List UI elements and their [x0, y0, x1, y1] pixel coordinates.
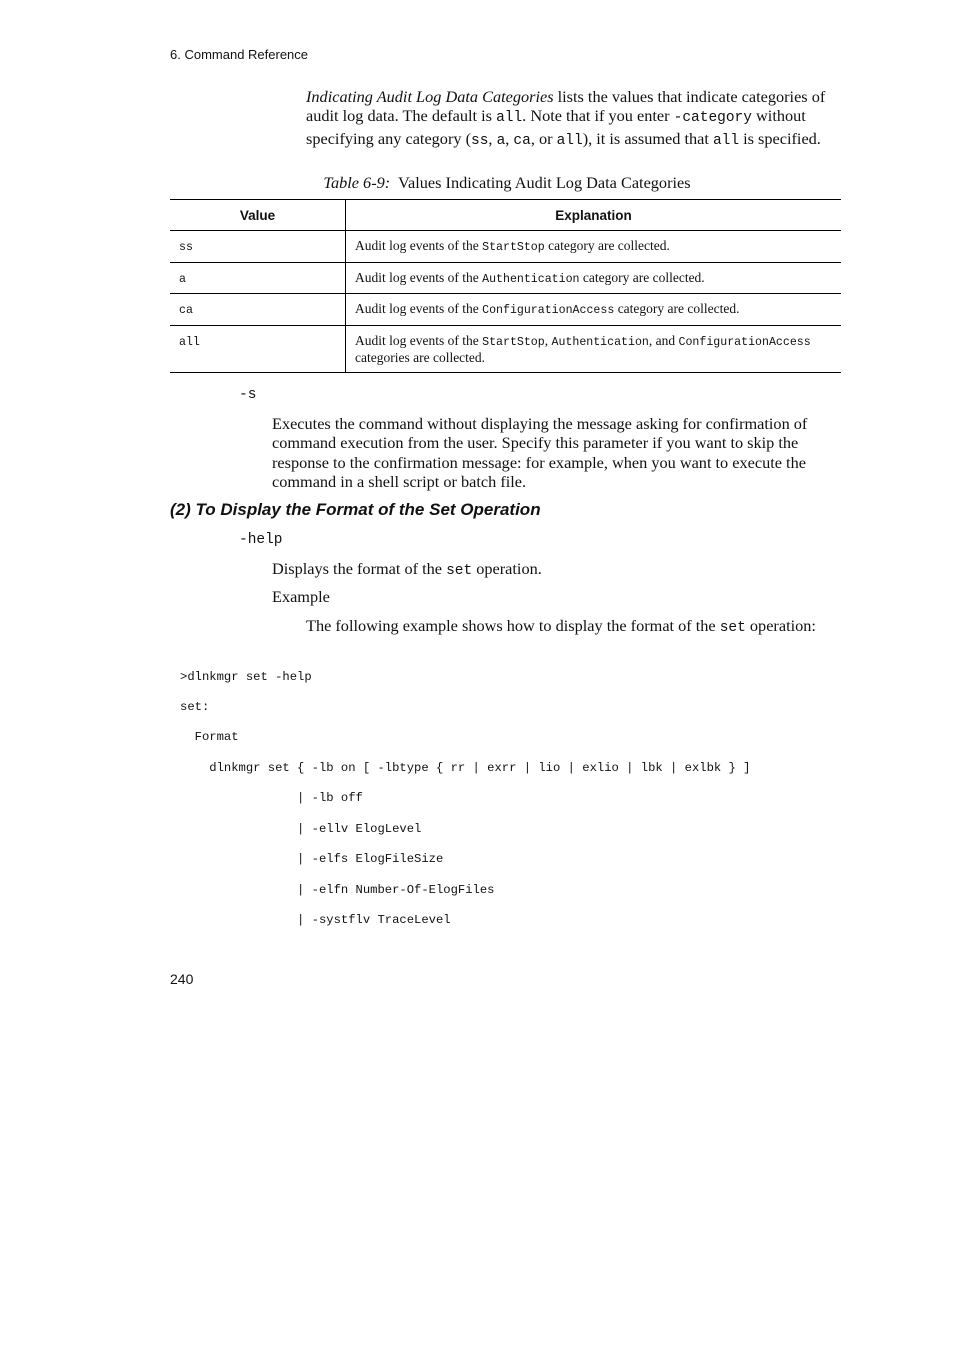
inline-code: StartStop — [482, 241, 545, 254]
explanation-cell — [346, 231, 842, 263]
explanation-cell — [346, 262, 842, 294]
inline-code: -category — [673, 110, 752, 127]
table-caption-text: Values Indicating Audit Log Data Categories — [398, 173, 691, 192]
code-line: | -elfn Number-Of-ElogFiles — [180, 883, 495, 897]
inline-code: StartStop — [482, 335, 545, 349]
inline-code: set — [446, 563, 473, 579]
inline-code: set — [719, 620, 746, 636]
table-caption-label: Table 6-9: — [323, 173, 391, 192]
code-line: | -ellv ElogLevel — [180, 822, 422, 836]
desc-text: The following example shows how to display the format of the — [306, 616, 720, 635]
inline-code: ConfigurationAccess — [482, 304, 615, 317]
cell-text: Audit log events of the — [355, 269, 483, 285]
value-code: ca — [179, 304, 193, 317]
example-label: Example — [272, 587, 330, 606]
inline-code: all — [556, 132, 583, 149]
table-caption — [170, 173, 844, 193]
inline-code: Authentication — [482, 272, 580, 286]
example-description — [306, 616, 836, 638]
intro-text: , — [505, 128, 514, 148]
inline-code: all — [496, 110, 523, 127]
value-cell — [170, 262, 346, 294]
option-s-label: -s — [239, 387, 257, 403]
intro-text: without specifying any category ( — [306, 106, 806, 148]
desc-text: Displays the format of the — [272, 559, 447, 578]
cell-text: category are collected. — [579, 269, 705, 285]
table-row — [170, 231, 841, 263]
desc-text: operation. — [472, 559, 542, 578]
intro-paragraph — [306, 87, 846, 151]
intro-text: , — [488, 128, 497, 148]
intro-text: . Note that if you enter — [522, 106, 674, 126]
cell-text: category are collected. — [544, 238, 670, 253]
code-line: set: — [180, 700, 210, 714]
option-s-description: Executes the command without displaying the message asking for confirmation of command execution from the user. Specify this parameter if you want to skip the response to the confirmation message: for example, when you want to execute the command in a shell script or batch file. — [272, 414, 808, 492]
desc-text: operation: — [745, 616, 816, 635]
value-cell — [170, 294, 346, 326]
page-number: 240 — [170, 971, 194, 987]
inline-code: a — [496, 132, 506, 149]
section-heading: (2) To Display the Format of the Set Operation — [170, 500, 541, 519]
column-header-value: Value — [170, 200, 346, 231]
value-code: all — [179, 335, 200, 349]
column-header-explanation: Explanation — [346, 200, 842, 231]
value-code: ss — [179, 241, 193, 254]
table-row — [170, 325, 841, 372]
cell-text: Audit log events of the — [355, 238, 483, 253]
code-line: dlnkmgr set { -lb on [ -lbtype { rr | exrr | lio | exlio | lbk | exlbk } ] — [180, 761, 751, 775]
inline-code: Authentication — [551, 335, 649, 349]
code-line: | -systflv TraceLevel — [180, 913, 451, 927]
inline-code: ss — [471, 132, 489, 149]
option-help-label: -help — [239, 532, 283, 548]
intro-text: , or — [530, 128, 557, 148]
code-line: >dlnkmgr set -help — [180, 670, 312, 684]
code-line: | -lb off — [180, 791, 363, 805]
table-row — [170, 262, 841, 294]
cell-text: Audit log events of the — [355, 301, 483, 316]
inline-code: ConfigurationAccess — [678, 335, 811, 349]
code-line: Format — [180, 730, 239, 744]
value-cell — [170, 231, 346, 263]
value-cell — [170, 325, 346, 372]
inline-code: all — [712, 132, 740, 149]
explanation-cell — [346, 325, 842, 372]
inline-code: ca — [513, 132, 531, 149]
audit-category-table — [170, 199, 841, 373]
cell-text: Audit log events of the — [355, 332, 483, 348]
code-line: | -elfs ElogFileSize — [180, 852, 444, 866]
intro-text: is specified. — [739, 128, 821, 148]
table-reference: Indicating Audit Log Data Categories — [306, 87, 554, 106]
intro-text: lists the values that indicate categories of audit log data. The default is — [306, 87, 826, 126]
value-code: a — [179, 272, 186, 286]
running-header: 6. Command Reference — [170, 47, 309, 62]
intro-text: ), it is assumed that — [582, 128, 713, 148]
explanation-cell — [346, 294, 842, 326]
cell-text: , and — [648, 332, 679, 348]
option-help-description — [272, 559, 844, 581]
cell-text: , — [544, 332, 552, 348]
table-row — [170, 294, 841, 326]
cell-text: categories are collected. — [355, 350, 486, 365]
cell-text: category are collected. — [614, 301, 740, 316]
table-header-row — [170, 200, 841, 231]
